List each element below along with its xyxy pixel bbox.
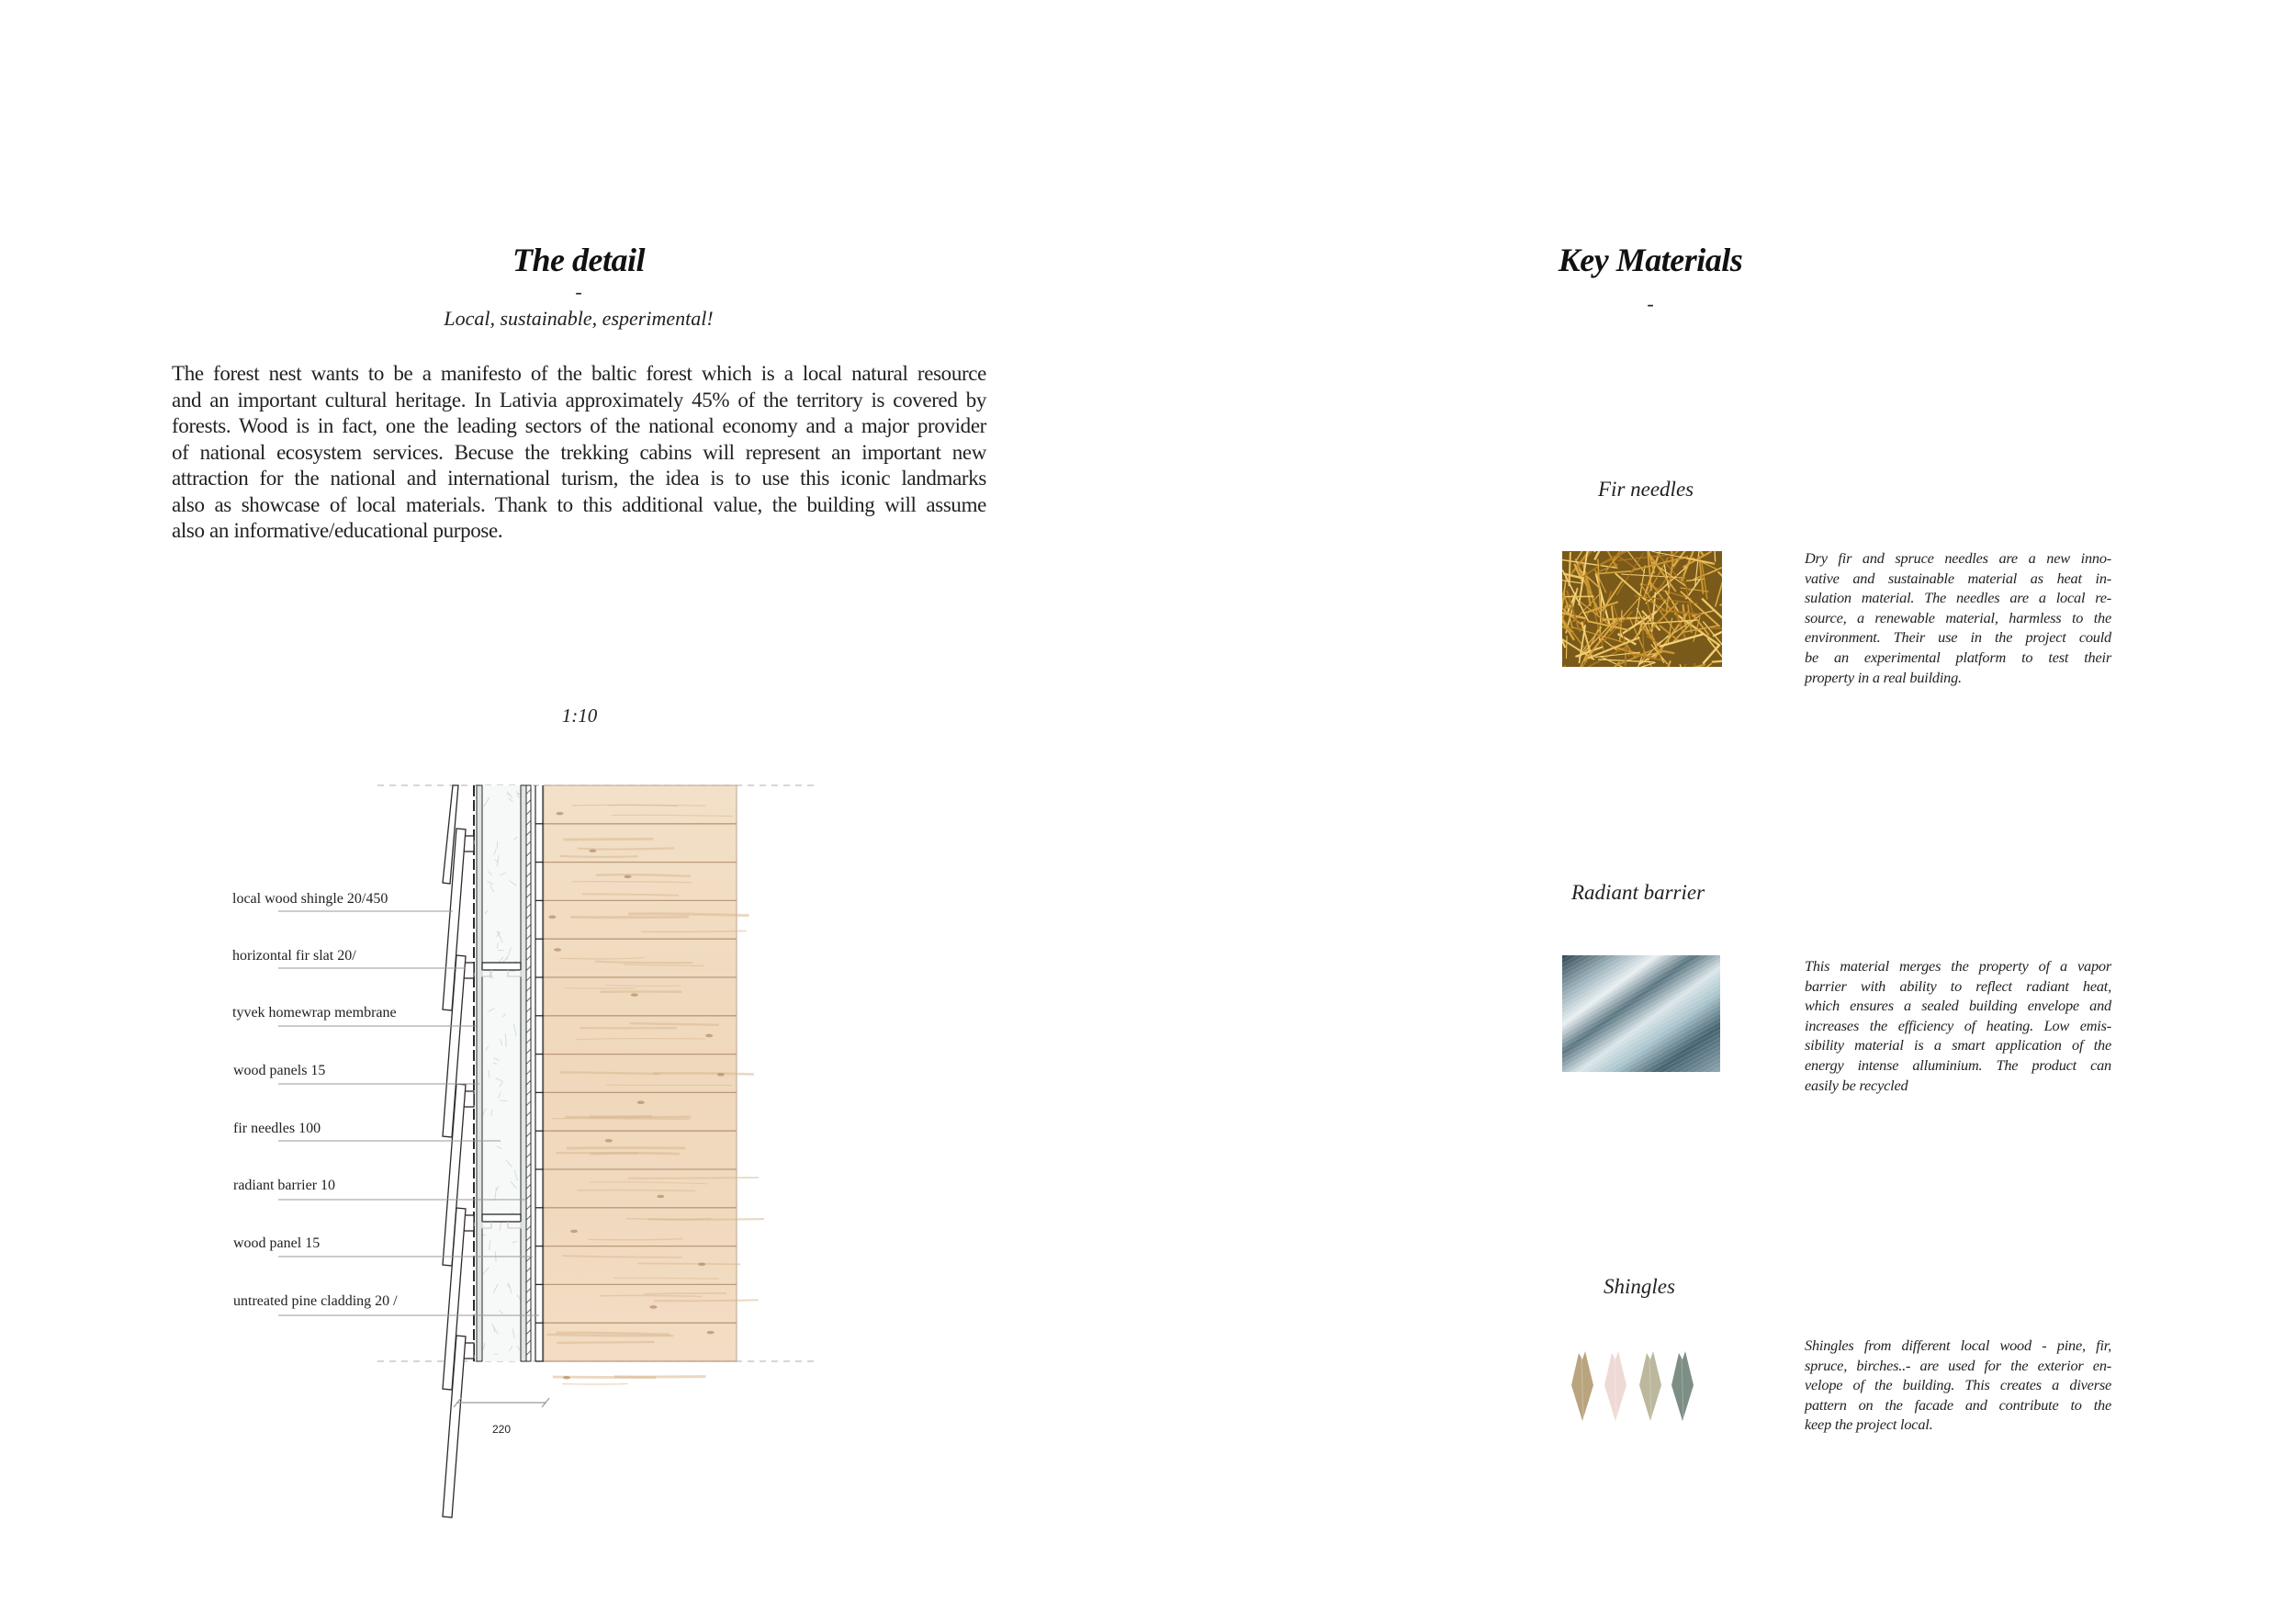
desc-line: environment. Their use in the project could [1805,628,2111,647]
wood-grain [647,1219,764,1220]
fir-needles-swatch [1562,551,1722,667]
wood-grain [645,1293,726,1294]
wood-grain [628,1178,759,1179]
desc-line: property in a real building. [1805,668,1962,686]
material-desc-shingles [1805,1336,2111,1435]
dimension-label: 220 [492,1423,512,1436]
paragraph-line: forests. Wood is in fact, one the leading sectors of the national economy and a major provider [172,414,986,437]
callout-wood-panels: wood panels 15 [233,1063,326,1078]
radiant-barrier-layer [526,785,531,1361]
materials-dash: - [1647,292,1654,315]
wood-knot [717,1073,725,1077]
wood-knot [649,1305,657,1309]
material-label-shingles: Shingles [1604,1275,1675,1298]
wood-grain [637,1264,740,1265]
wood-knot [624,875,631,879]
wood-grain [567,1148,685,1149]
desc-line: Shingles from different local wood - pine, fir, [1805,1336,2111,1354]
desc-line: keep the project local. [1805,1415,1933,1434]
desc-line: source, a renewable material, harmless to the [1805,608,2111,626]
callout-wood-shingle: local wood shingle 20/450 [232,891,388,907]
needle-strand [1711,628,1722,629]
paragraph-line: The forest nest wants to be a manifesto of the baltic forest which is a local natural resource [172,362,986,385]
wood-knot [707,1331,715,1335]
wood-knot [605,1139,613,1143]
desc-line: spruce, birches..- are used for the exterior en- [1805,1356,2111,1374]
title-dash: - [575,280,582,303]
pine-cladding-boards [544,785,764,1384]
desc-line: pattern on the facade and contribute to the [1805,1395,2111,1414]
desc-line: energy intense alluminium. The product can [1805,1055,2111,1074]
wood-grain [654,1300,758,1301]
wood-grain [563,839,653,840]
wood-knot [589,849,596,852]
wood-knot [570,1230,578,1234]
wood-knot [657,1195,664,1199]
paragraph-line: of national ecosystem services. Becuse the trekking cabins will represent an important new [172,440,986,464]
page-title-detail: The detail [512,242,645,278]
paragraph-line: also an informative/educational purpose. [172,519,503,542]
callout-radiant-barrier: radiant barrier 10 [233,1178,336,1193]
desc-line: This material merges the property of a vapor [1805,957,2111,975]
wood-knot [548,916,556,919]
wood-grain [577,1190,695,1191]
shingles-swatch [1561,1348,1708,1426]
desc-line: vative and sustainable material as heat in- [1805,569,2111,587]
drawing-scale: 1:10 [561,705,598,727]
paragraph-line: and an important cultural heritage. In Lativia approximately 45% of the territory is covered by [172,388,986,412]
callout-fir-slat: horizontal fir slat 20/ [232,948,356,964]
wood-shingles [443,785,474,1517]
callout-tyvek-membrane: tyvek homewrap membrane [232,1005,397,1021]
material-label-fir-needles: Fir needles [1598,478,1694,501]
material-desc-radiant-barrier [1805,956,2111,1095]
wood-grain [653,1073,754,1074]
wood-knot [631,993,638,997]
paragraph-line: attraction for the national and international turism, the idea is to use this iconic landmarks [172,467,986,490]
wood-knot [637,1100,645,1104]
wood-panel-outer [477,785,482,1361]
wood-knot [563,1376,570,1380]
wood-knot [705,1034,713,1038]
callout-fir-needles: fir needles 100 [233,1121,321,1136]
desc-line: Dry fir and spruce needles are a new inno- [1805,549,2111,567]
desc-line: sulation material. The needles are a local re- [1805,589,2111,607]
material-desc-fir-needles [1805,548,2111,687]
wood-panel-inner [521,785,526,1361]
callout-pine-cladding: untreated pine cladding 20 / [233,1293,398,1309]
desc-line: barrier with ability to reflect radiant heat, [1805,976,2111,995]
desc-line: increases the efficiency of heating. Low emis- [1805,1016,2111,1034]
desc-line: sibility material is a smart application of the [1805,1036,2111,1054]
callout-wood-panel: wood panel 15 [233,1235,321,1251]
wood-knot [698,1263,705,1267]
desc-line: velope of the building. This creates a diverse [1805,1376,2111,1394]
desc-line: which ensures a sealed building envelope and [1805,997,2111,1015]
radiant-barrier-swatch [1562,955,1720,1072]
desc-line: easily be recycled [1805,1076,1908,1094]
wood-knot [557,812,564,816]
needle-strand [1566,636,1567,659]
wood-grain [570,917,689,918]
subtitle: Local, sustainable, esperimental! [444,307,714,330]
desc-line: be an experimental platform to test their [1805,648,2111,666]
wood-grain [559,856,637,857]
wood-grain [557,1342,655,1343]
wood-grain [565,1116,652,1117]
wood-grain [578,848,675,849]
wood-grain [562,1383,627,1384]
wood-knot [554,948,561,952]
paragraph-line: also as showcase of local materials. Thank to this additional value, the building will assume [172,492,986,516]
dimension-line [454,1398,549,1407]
material-label-radiant-barrier: Radiant barrier [1571,881,1705,904]
page-title-materials: Key Materials [1558,242,1743,278]
